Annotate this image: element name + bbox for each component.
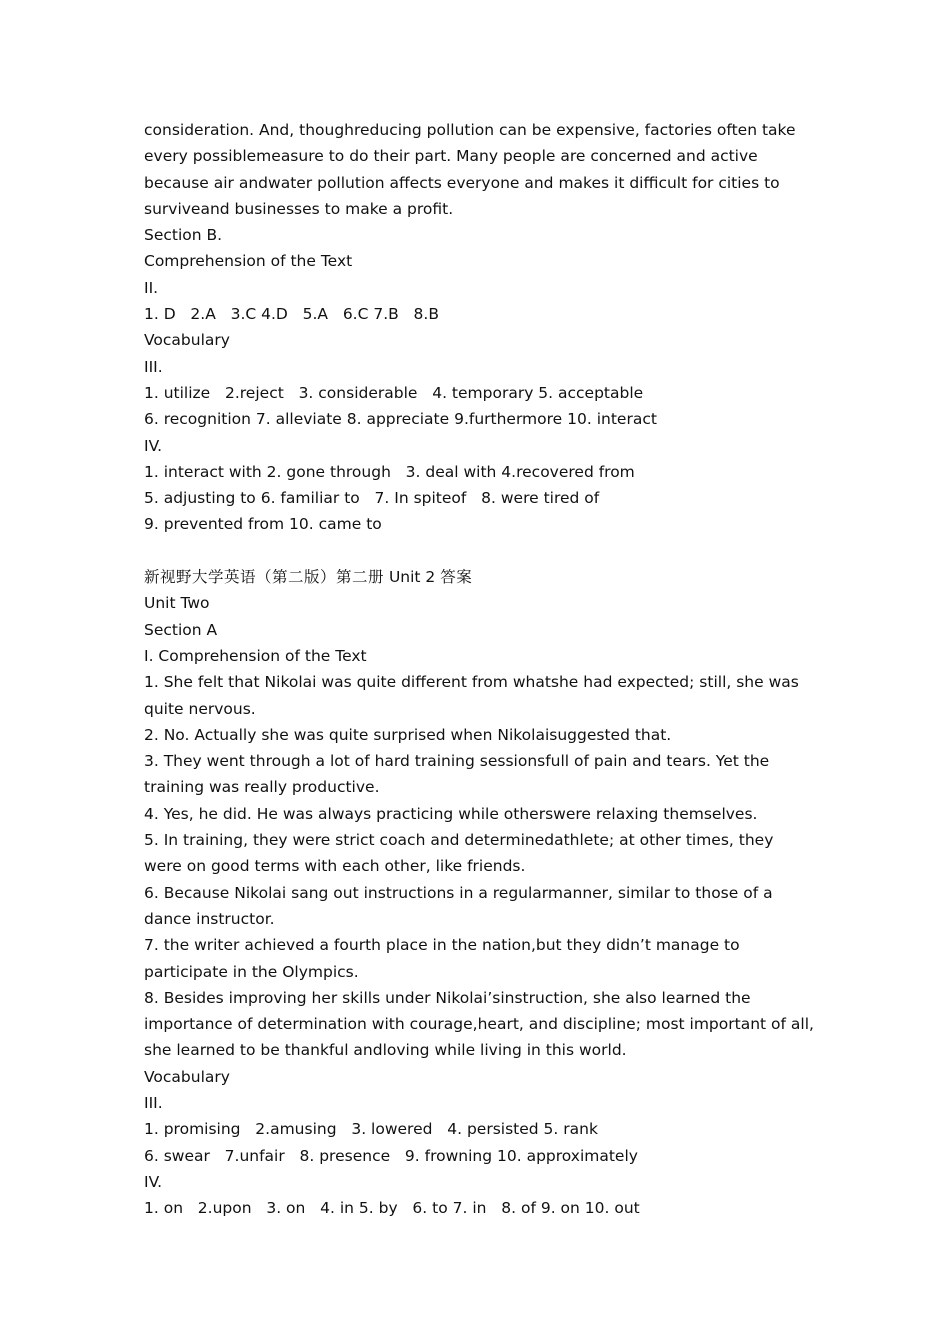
- unit2-answer-2: 2. No. Actually she was quite surprised when Nikolaisuggested that.: [144, 725, 672, 744]
- unit2-answer-5: 5. In training, they were strict coach and determinedathlete; at other times, they were on good terms with each other, like friends.: [144, 831, 779, 876]
- section-b-part-iv-answers-3: 9. prevented from 10. came to: [144, 515, 382, 534]
- unit2-part-iii-label: III.: [144, 1093, 163, 1112]
- unit2-answer-7: 7. the writer achieved a fourth place in the nation,but they didn’t manage to participate in the Olympics.: [144, 936, 745, 981]
- unit2-answer-6: 6. Because Nikolai sang out instructions in a regularmanner, similar to those of a dance instructor.: [144, 883, 778, 928]
- section-b-part-iii-answers-1: 1. utilize 2.reject 3. considerable 4. temporary 5. acceptable: [144, 383, 644, 402]
- unit2-title-cn-end: 答案: [440, 568, 473, 587]
- unit2-answer-1: 1. She felt that Nikolai was quite different from whatshe had expected; still, she was quite nervous.: [144, 673, 804, 718]
- unit2-part-iv-label: IV.: [144, 1172, 163, 1191]
- unit2-part-iv-answers-1: 1. on 2.upon 3. on 4. in 5. by 6. to 7. in 8. of 9. on 10. out: [144, 1199, 640, 1218]
- intro-paragraph: consideration. And, thoughreducing pollution can be expensive, factories often take every possiblemeasure to do their part. Many people are concerned and active because air andwater pollution affects everyone and makes it difficult for cities to surviveand businesses to make a profit.: [144, 121, 801, 218]
- unit2-title-cn: 新视野大学英语（第二版）第二册: [144, 568, 385, 587]
- section-b-heading: Section B.: [144, 226, 223, 245]
- section-b-part-iv-answers-1: 1. interact with 2. gone through 3. deal with 4.recovered from: [144, 462, 635, 481]
- unit2-part-iii-answers-2: 6. swear 7.unfair 8. presence 9. frowning 10. approximately: [144, 1146, 638, 1165]
- section-b-part-ii-label: II.: [144, 278, 159, 297]
- unit2-section-a: Section A: [144, 620, 218, 639]
- section-b-vocabulary-heading: Vocabulary: [144, 331, 230, 350]
- section-b-part-ii-answers: 1. D 2.A 3.C 4.D 5.A 6.C 7.B 8.B: [144, 305, 439, 324]
- document-page: [144, 117, 819, 1221]
- unit2-vocabulary-heading: Vocabulary: [144, 1067, 230, 1086]
- blank-line: [144, 538, 816, 564]
- section-b-part-iii-label: III.: [144, 357, 163, 376]
- unit2-name: Unit Two: [144, 594, 210, 613]
- unit2-answer-8: 8. Besides improving her skills under Nikolai’sinstruction, she also learned the importance of determination with courage,heart, and discipline; most important of all, she learned to be thankful andloving while living in this world.: [144, 988, 819, 1060]
- section-b-part-iv-label: IV.: [144, 436, 163, 455]
- unit2-answer-4: 4. Yes, he did. He was always practicing while otherswere relaxing themselves.: [144, 804, 758, 823]
- unit2-title-en: Unit 2: [384, 568, 441, 587]
- unit2-answer-3: 3. They went through a lot of hard training sessionsfull of pain and tears. Yet the training was really productive.: [144, 752, 775, 797]
- unit2-comprehension-heading: I. Comprehension of the Text: [144, 646, 367, 665]
- section-b-part-iii-answers-2: 6. recognition 7. alleviate 8. appreciate 9.furthermore 10. interact: [144, 410, 657, 429]
- section-b-comprehension-heading: Comprehension of the Text: [144, 252, 353, 271]
- section-b-part-iv-answers-2: 5. adjusting to 6. familiar to 7. In spiteof 8. were tired of: [144, 489, 600, 508]
- unit2-part-iii-answers-1: 1. promising 2.amusing 3. lowered 4. persisted 5. rank: [144, 1120, 598, 1139]
- unit2-title: [144, 564, 816, 590]
